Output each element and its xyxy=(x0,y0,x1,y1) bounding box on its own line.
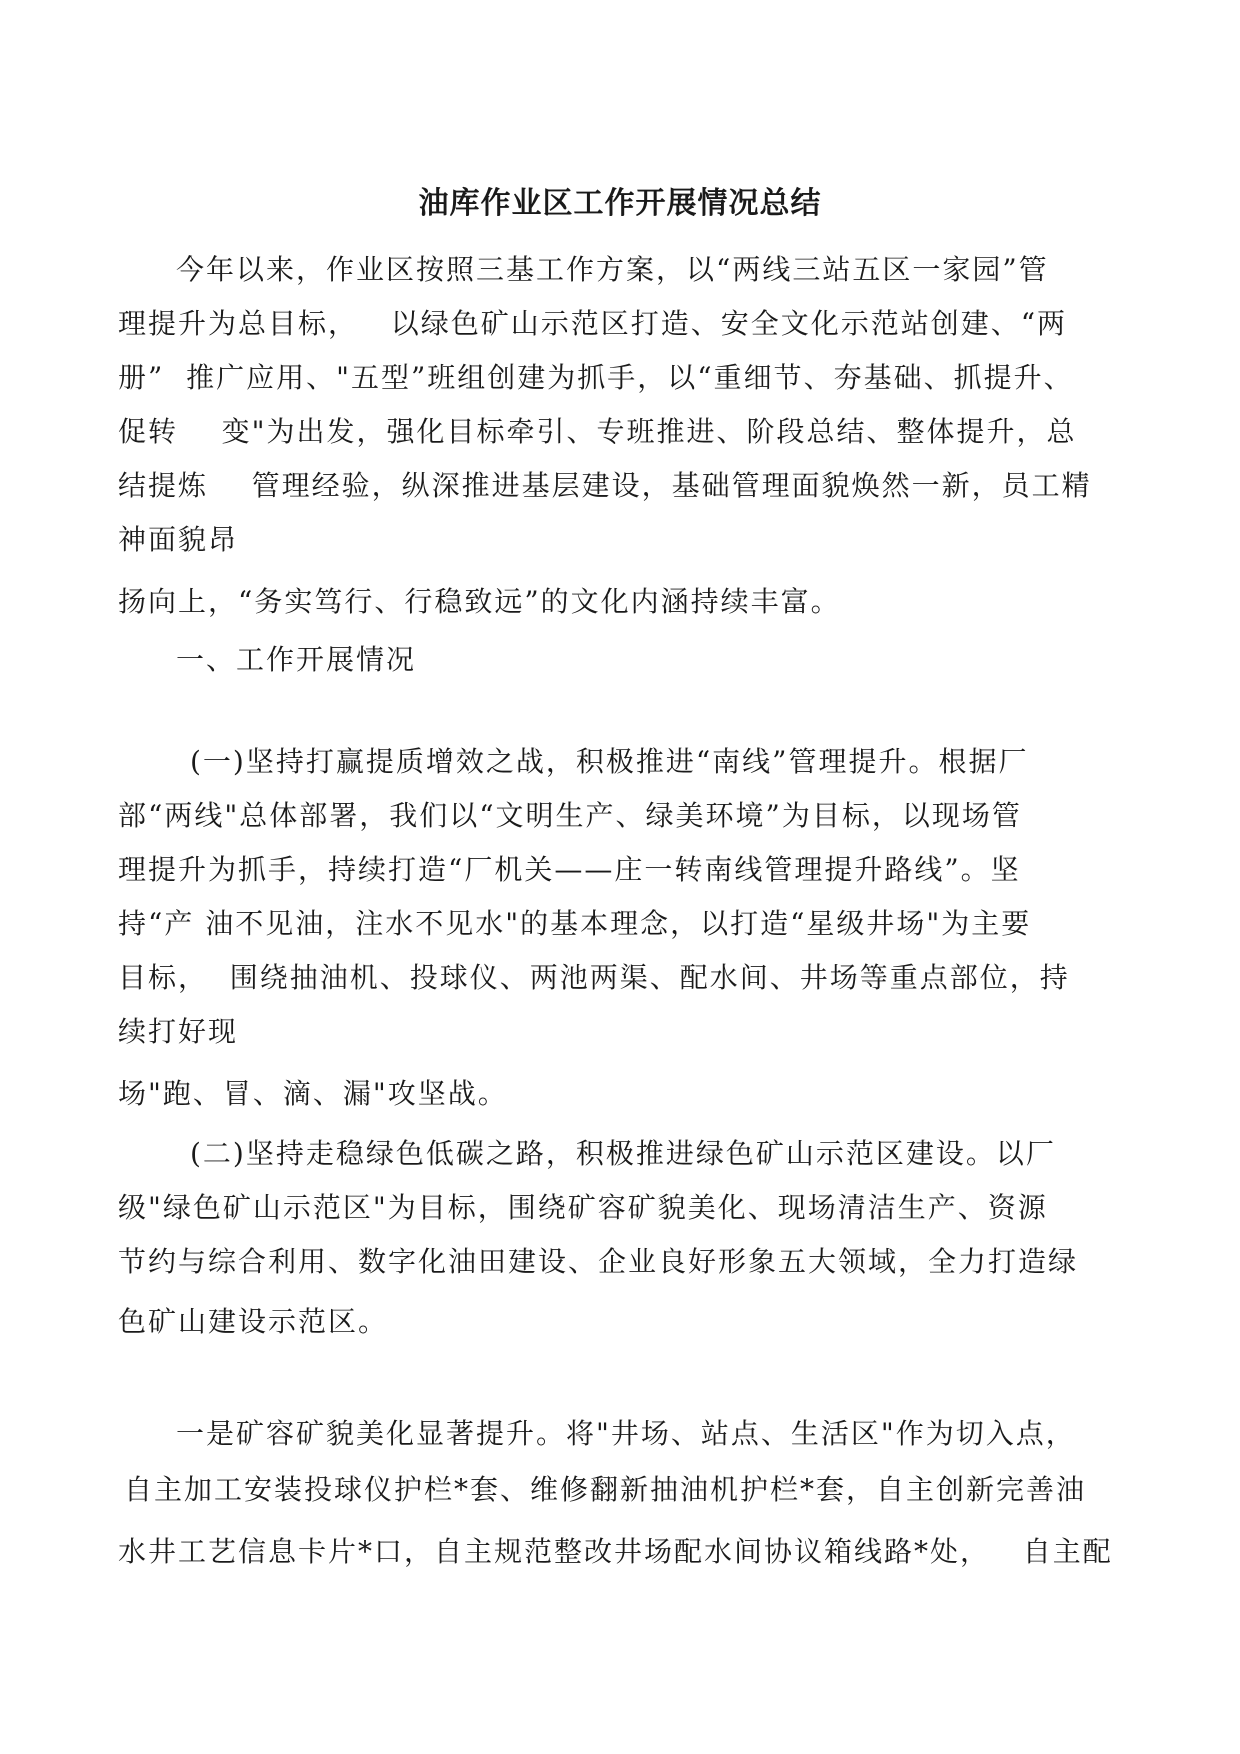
paragraph-line: 结提炼 管理经验，纵深推进基层建设，基础管理面貌焕然一新，员工精 xyxy=(118,469,1092,502)
paragraph-line: 级"绿色矿山示范区"为目标，围绕矿容矿貌美化、现场清洁生产、资源 xyxy=(118,1191,1048,1224)
paragraph-line: (二)坚持走稳绿色低碳之路，积极推进绿色矿山示范区建设。以厂 xyxy=(190,1137,1056,1170)
paragraph-line: 目标， 围绕抽油机、投球仪、两池两渠、配水间、井场等重点部位，持 xyxy=(118,961,1070,994)
paragraph-line: 册” 推广应用、"五型”班组创建为抓手，以“重细节、夯基础、抓提升、 xyxy=(118,361,1074,394)
paragraph-line: 今年以来，作业区按照三基工作方案，以“两线三站五区一家园”管 xyxy=(176,253,1049,286)
paragraph-line: 一是矿容矿貌美化显著提升。将"井场、站点、生活区"作为切入点， xyxy=(176,1417,1076,1450)
paragraph-line: 续打好现 xyxy=(118,1015,239,1048)
paragraph-line: 场"跑、冒、滴、漏"攻坚战。 xyxy=(118,1077,508,1110)
paragraph-line: 持“产 油不见油，注水不见水"的基本理念，以打造“星级井场"为主要 xyxy=(118,907,1032,940)
paragraph-line: 部“两线"总体部署，我们以“文明生产、绿美环境”为目标，以现场管 xyxy=(118,799,1022,832)
paragraph-line: 自主加工安装投球仪护栏*套、维修翻新抽油机护栏*套，自主创新完善油 xyxy=(124,1473,1087,1506)
document-title: 油库作业区工作开展情况总结 xyxy=(418,186,822,221)
paragraph-line: 促转 变"为出发，强化目标牵引、专班推进、阶段总结、整体提升，总 xyxy=(118,415,1077,448)
paragraph-line: 理提升为抓手，持续打造“厂机关——庄一转南线管理提升路线”。坚 xyxy=(118,853,1021,886)
section-heading: 一、工作开展情况 xyxy=(176,643,417,676)
paragraph-line: 色矿山建设示范区。 xyxy=(118,1305,389,1338)
paragraph-line: 节约与综合利用、数字化油田建设、企业良好形象五大领域，全力打造绿 xyxy=(118,1245,1079,1278)
paragraph-line: 水井工艺信息卡片*口，自主规范整改井场配水间协议箱线路*处， 自主配 xyxy=(118,1535,1113,1568)
paragraph-line: 理提升为总目标， 以绿色矿山示范区打造、安全文化示范站创建、“两 xyxy=(118,307,1068,340)
paragraph-line: (一)坚持打赢提质增效之战，积极推进“南线”管理提升。根据厂 xyxy=(190,745,1029,778)
paragraph-line: 扬向上，“务实笃行、行稳致远”的文化内涵持续丰富。 xyxy=(118,585,841,618)
paragraph-line: 神面貌昂 xyxy=(118,523,239,556)
